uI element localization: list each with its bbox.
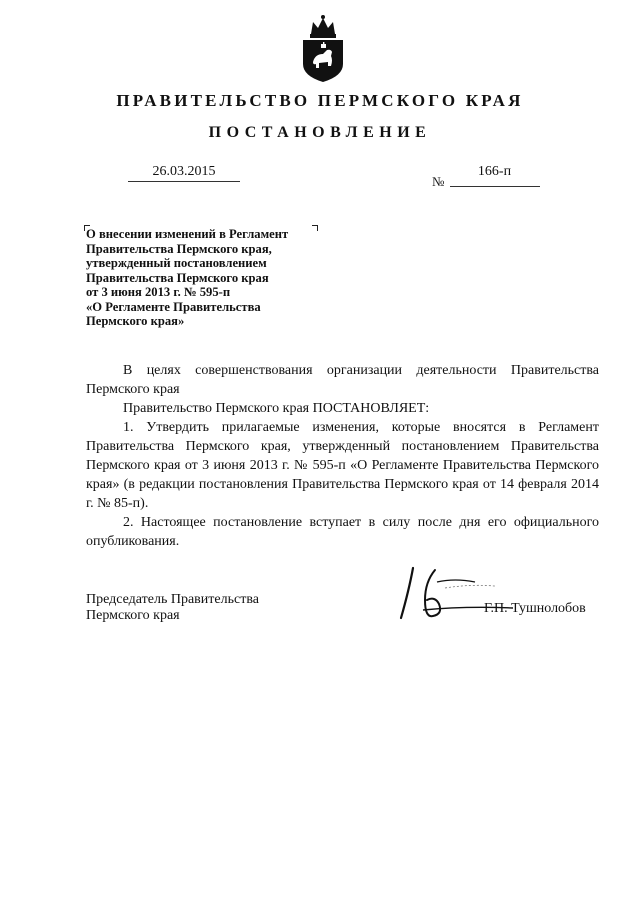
preamble-paragraph: В целях совершенствования организации деятельности Правительства Пермского края [86, 363, 599, 397]
subject-line: от 3 июня 2013 г. № 595-п [86, 285, 231, 299]
handwritten-signature-icon [395, 560, 515, 630]
signer-name: Г.П. Тушнолобов [484, 601, 586, 616]
clause-1-paragraph: 1. Утвердить прилагаемые изменения, которые вносятся в Регламент Правительства Пермского края, утвержденный постановлением Правительства Пермского края от 3 июня 2013 г. № 595-п «О Регламенте Правительства Пермского края» (в редакции постановления Правительства Пермского края от 14 февраля 2014 г. № 85-п). [86, 420, 599, 511]
subject-line: утвержденный постановлением [86, 256, 267, 270]
government-title: ПРАВИТЕЛЬСТВО ПЕРМСКОГО КРАЯ [116, 91, 524, 110]
signer-title [86, 592, 259, 623]
number-sign: № [432, 174, 445, 189]
signer-title-line: Пермского края [86, 607, 180, 623]
signer-title-line: Председатель Правительства [86, 592, 259, 607]
document-type: ПОСТАНОВЛЕНИЕ [208, 124, 432, 141]
document-date: 26.03.2015 [152, 164, 216, 179]
subject-line: О внесении изменений в Регламент [86, 227, 289, 241]
number-underline [450, 186, 540, 187]
subject-line: Правительства Пермского края [86, 270, 269, 285]
document-number: 166-п [477, 164, 512, 179]
clause-2-paragraph: 2. Настоящее постановление вступает в силу после дня его официального опубликования. [86, 515, 599, 549]
subject-line: Пермского края» [86, 314, 185, 328]
document-subject [86, 227, 346, 329]
date-underline [128, 181, 240, 182]
subject-line: «О Регламенте Правительства [86, 299, 261, 314]
subject-line: Правительства Пермского края, [86, 241, 272, 256]
resolution-paragraph: Правительство Пермского края ПОСТАНОВЛЯЕТ: [123, 401, 430, 416]
perm-krai-coat-of-arms-icon [297, 14, 349, 84]
